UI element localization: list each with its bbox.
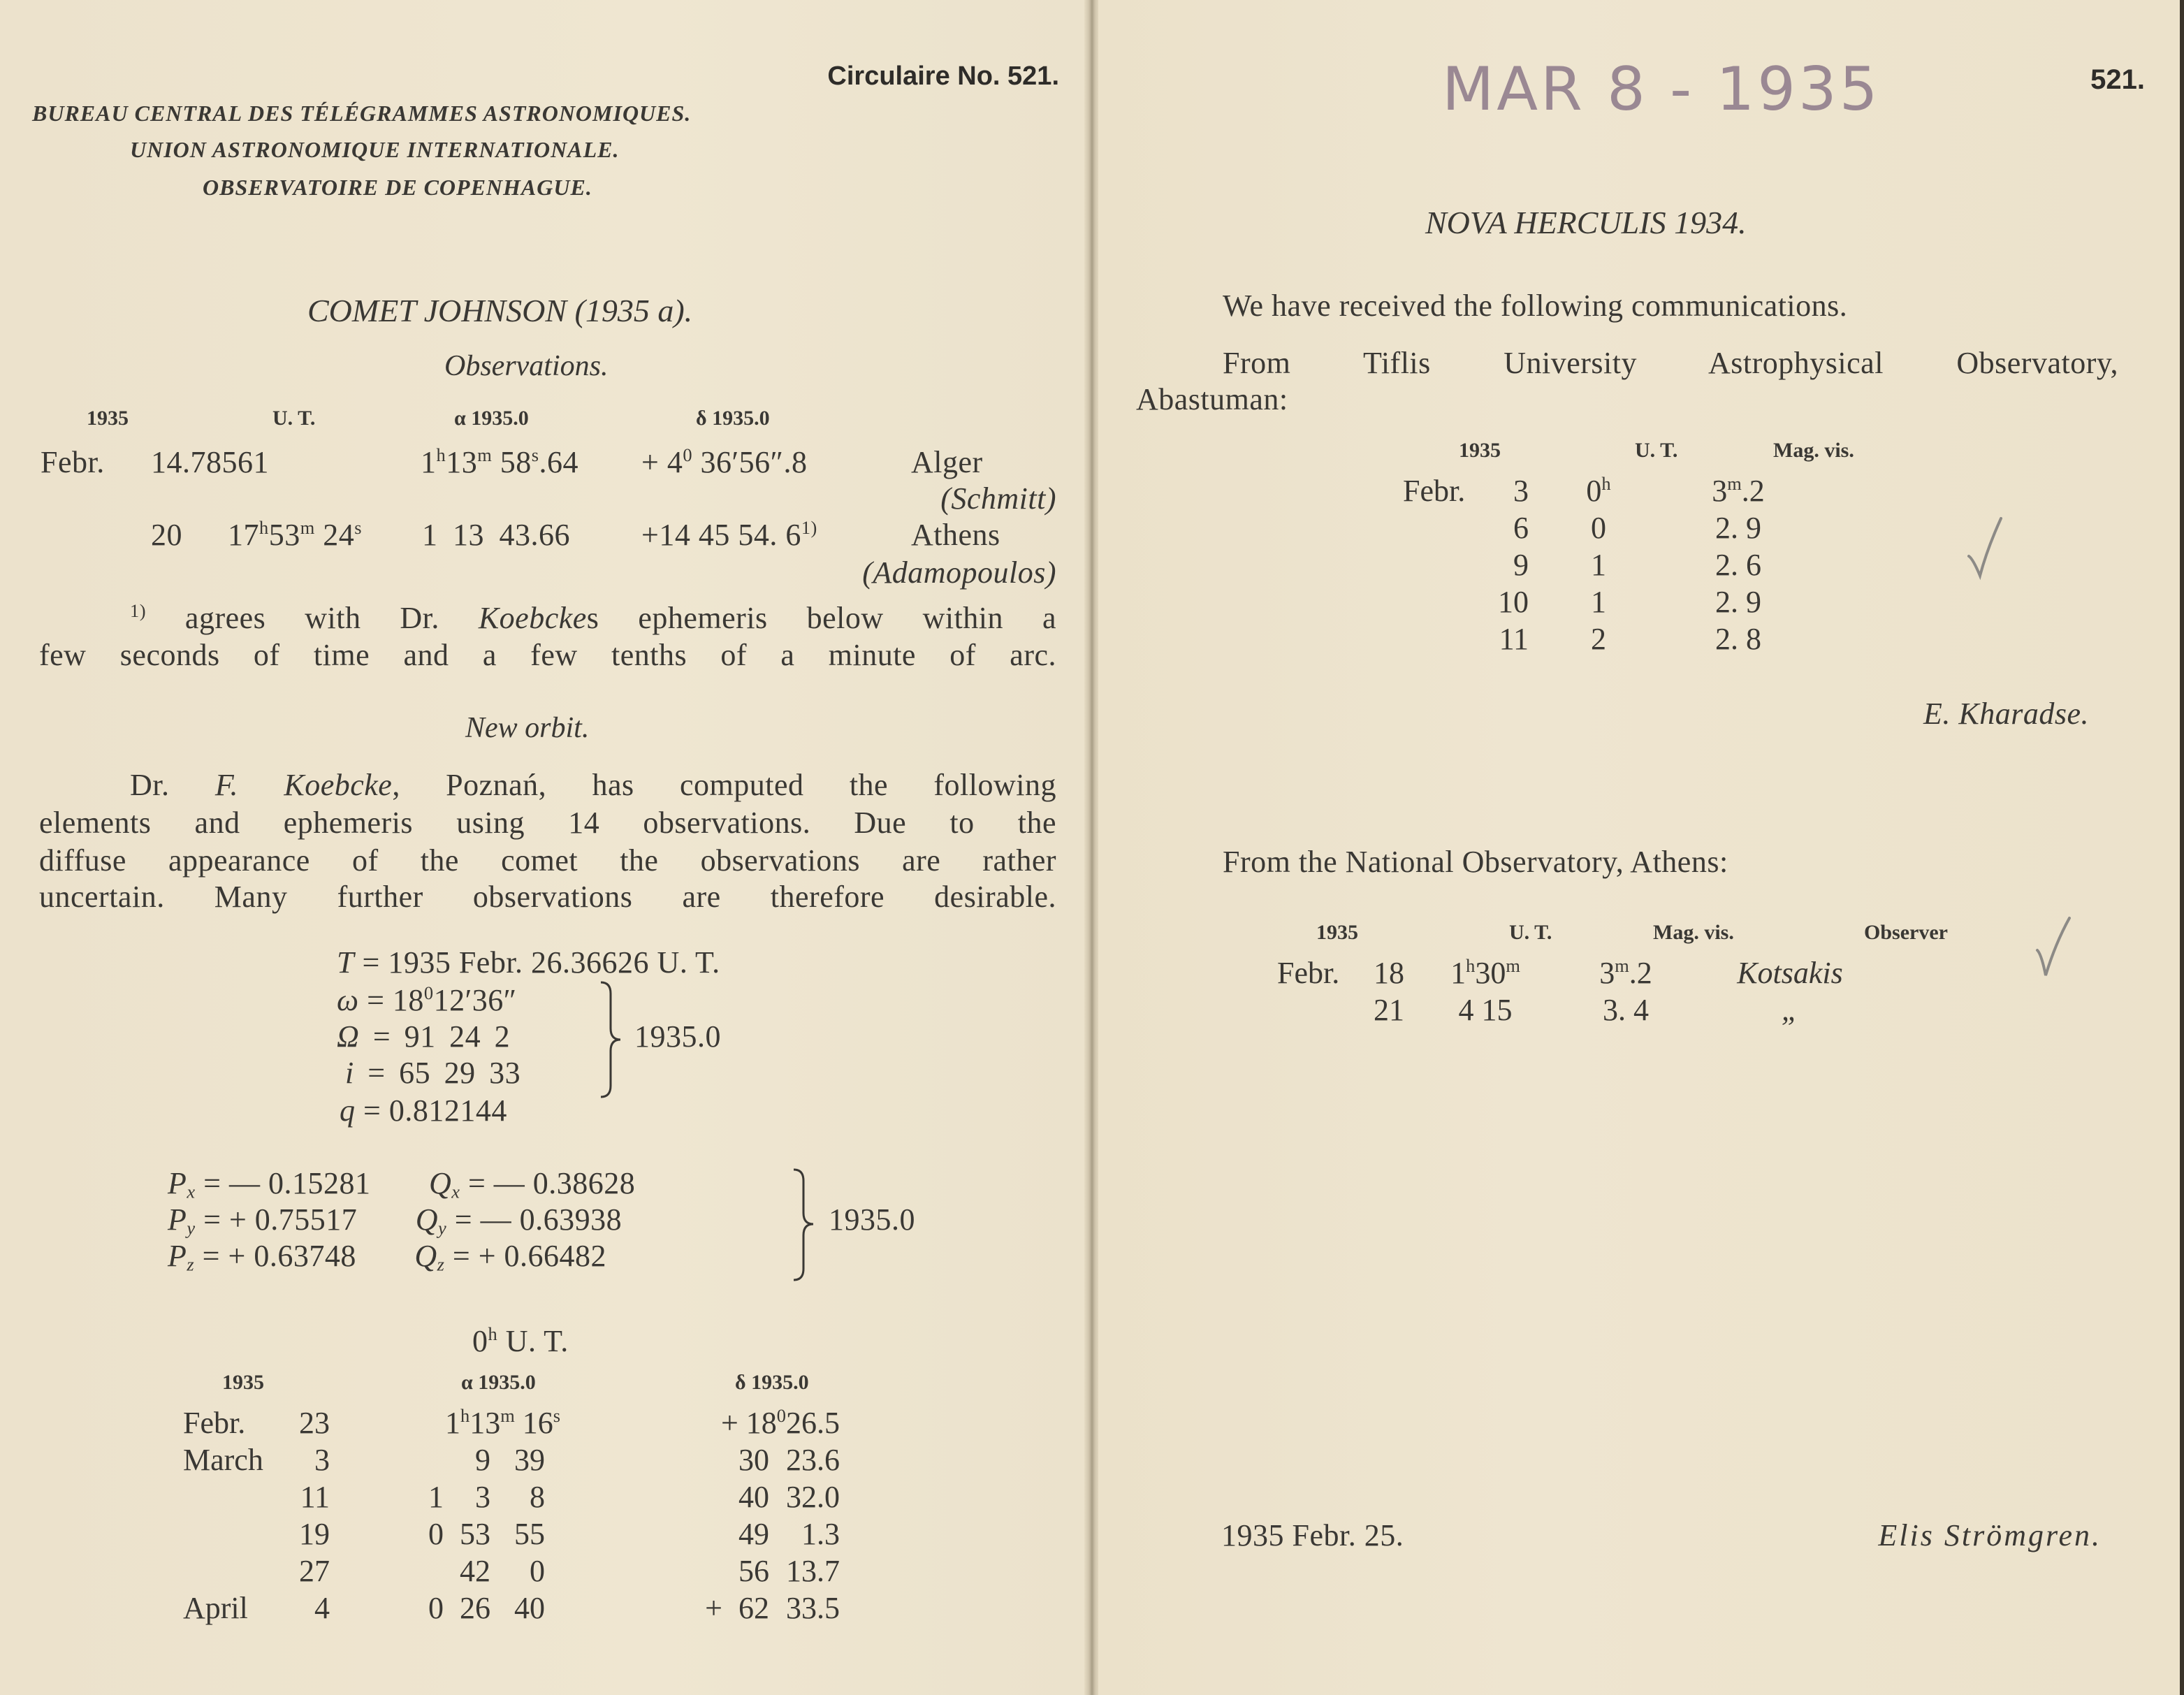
elements-equinox: 1935.0: [634, 1019, 721, 1054]
eph-col-year: 1935: [222, 1371, 264, 1394]
athens-table: [1277, 954, 1895, 1028]
athens-month: [1277, 991, 1365, 1028]
eph-dec: + 62 33.5: [705, 1591, 840, 1625]
tiflis-month: [1403, 509, 1487, 546]
athens-observer: Kotsakis: [1737, 956, 1843, 990]
athens-day: 18: [1374, 956, 1404, 990]
eph-col-ra: α 1935.0: [461, 1371, 536, 1394]
obs-row2-dec: +14 45 54. 6$^{1)}$: [641, 517, 817, 552]
tiflis-col-ut: U. T.: [1635, 439, 1678, 462]
observations-heading: Observations.: [444, 350, 609, 382]
eph-month: March: [183, 1443, 263, 1477]
athens-col-observer: Observer: [1864, 921, 1948, 944]
check-mark-icon: [1966, 514, 2008, 584]
tiflis-day: 9: [1513, 548, 1529, 582]
obs-col-dec: δ 1935.0: [696, 407, 770, 430]
eph-ra: 1 3 8: [428, 1480, 545, 1514]
tiflis-month: [1403, 546, 1487, 583]
athens-month: Febr.: [1277, 956, 1340, 990]
eph-col-dec: δ 1935.0: [735, 1371, 809, 1394]
obs-row2-ut: 17$^h$53$^m$ 24$^s$: [228, 517, 363, 552]
tiflis-row: [1403, 546, 1808, 583]
page-number: 521.: [2090, 64, 2145, 95]
header-line-union: UNION ASTRONOMIQUE INTERNATIONALE.: [130, 137, 620, 162]
tiflis-ut: 0: [1591, 511, 1606, 545]
author-name: F. Koebcke: [214, 768, 393, 802]
ephemeris-table: [183, 1404, 840, 1627]
tiflis-row: [1403, 472, 1808, 509]
athens-ut: 1$^h$30$^m$: [1450, 955, 1520, 990]
eph-ra: 0 53 55: [428, 1517, 545, 1551]
footnote-marker: 1): [130, 600, 146, 622]
obs-row2-ra: 1 13 43.66: [422, 518, 570, 552]
tiflis-day: 6: [1513, 511, 1529, 545]
tiflis-col-year: 1935: [1459, 439, 1501, 462]
eph-day: 23: [299, 1406, 330, 1440]
tiflis-table: [1403, 472, 1808, 657]
tiflis-row: [1403, 509, 1808, 546]
athens-mag: 3$^m$.2: [1599, 955, 1652, 990]
tiflis-from-line2: Abastuman:: [1136, 382, 1288, 416]
comet-title: COMET JOHNSON (1935 a).: [307, 293, 693, 328]
ephemeris-row: [183, 1404, 840, 1441]
eph-day: 19: [299, 1517, 330, 1551]
athens-col-year: 1935: [1316, 921, 1358, 944]
director-signature: Elis Strömgren.: [1878, 1518, 2102, 1552]
ephemeris-row: [183, 1552, 840, 1589]
element-Omega: Ω = 91 24 2: [337, 1019, 511, 1054]
tiflis-mag: 2. 6: [1715, 548, 1761, 582]
athens-ut: 4 15: [1458, 993, 1513, 1027]
vector-row-x: $P_x$ = — 0.15281 $Q_x$ = — 0.38628: [168, 1166, 636, 1202]
vectors-brace-icon: [791, 1167, 819, 1283]
tiflis-month: [1403, 583, 1487, 620]
tiflis-ut: 0$^h$: [1586, 473, 1611, 508]
orbit-para-line2: elements and ephemeris using 14 observations. Due to the: [39, 806, 1056, 840]
tiflis-day: 10: [1498, 585, 1529, 619]
tiflis-mag: 2. 8: [1715, 622, 1761, 656]
eph-ra: 9 39: [475, 1443, 545, 1477]
orbit-para-line4: uncertain. Many further observations are therefore desirable.: [39, 880, 1056, 914]
circular-number: Circulaire No. 521.: [827, 61, 1059, 91]
tiflis-col-mag: Mag. vis.: [1773, 439, 1854, 462]
tiflis-mag: 2. 9: [1715, 585, 1761, 619]
tiflis-mag: 3$^m$.2: [1712, 473, 1765, 508]
tiflis-signature: E. Kharadse.: [1923, 697, 2089, 731]
tiflis-ut: 1: [1591, 548, 1606, 582]
vector-row-y: $P_y$ = + 0.75517 $Q_y$ = — 0.63938: [168, 1202, 623, 1239]
vector-row-z: $P_z$ = + 0.63748 $Q_z$ = + 0.66482: [168, 1239, 607, 1275]
eph-day: 11: [300, 1480, 330, 1514]
athens-observer: „: [1781, 993, 1799, 1027]
eph-dec: 49 1.3: [738, 1517, 840, 1551]
obs-col-ut: U. T.: [272, 407, 316, 430]
eph-dec: 30 23.6: [738, 1443, 840, 1477]
new-orbit-heading: New orbit.: [465, 712, 590, 744]
left-page: [0, 0, 1087, 1695]
ephemeris-row: [183, 1478, 840, 1515]
obs-row1-month: Febr.: [41, 445, 105, 479]
element-i: i = 65 29 33: [345, 1056, 521, 1090]
footnote-paragraph: $^{1)}$ agrees with Dr. Koebckes ephemeris below within a: [130, 600, 1056, 635]
tiflis-row: [1403, 620, 1808, 657]
tiflis-mag: 2. 9: [1715, 511, 1761, 545]
orbit-para-line1: Dr. F. Koebcke, Poznań, has computed the following: [130, 768, 1057, 802]
footnote-line2: few seconds of time and a few tenths of a minute of arc.: [39, 638, 1056, 672]
eph-dec: + $18^026.5$: [720, 1405, 840, 1440]
obs-row1-ra: 1$^h$13$^m$ 58$^s$.64: [421, 444, 579, 479]
tiflis-ut: 1: [1591, 585, 1606, 619]
eph-day: 27: [299, 1554, 330, 1588]
eph-ra: 1$^h$13$^m$ 16$^s$: [444, 1405, 560, 1440]
ephemeris-row: [183, 1441, 840, 1478]
eph-month: [183, 1515, 288, 1552]
orbit-para-line3: diffuse appearance of the comet the observations are rather: [39, 843, 1056, 878]
nova-title: NOVA HERCULIS 1934.: [1425, 205, 1747, 240]
eph-month: April: [183, 1591, 248, 1625]
ephemeris-row: [183, 1515, 840, 1552]
header-line-observatory: OBSERVATOIRE DE COPENHAGUE.: [203, 175, 592, 200]
tiflis-day: 11: [1499, 622, 1529, 656]
received-stamp: MAR 8 - 1935: [1442, 54, 1881, 124]
tiflis-ut: 2: [1591, 622, 1606, 656]
obs-row1-dec: + $4^0$ 36′56″.8: [641, 444, 808, 479]
eph-month: [183, 1478, 288, 1515]
eph-day: 4: [314, 1591, 330, 1625]
obs-col-ra: α 1935.0: [454, 407, 529, 430]
athens-row: [1277, 991, 1895, 1028]
athens-day: 21: [1374, 993, 1404, 1027]
obs-row1-day: 14.78561: [151, 445, 269, 479]
athens-col-mag: Mag. vis.: [1653, 921, 1734, 944]
eph-dec: 56 13.7: [738, 1554, 840, 1588]
athens-row: [1277, 954, 1895, 991]
eph-ra: 0 26 40: [428, 1591, 545, 1625]
obs-row2-place: Athens: [911, 518, 1000, 552]
vectors-equinox: 1935.0: [829, 1202, 915, 1237]
athens-mag: 3. 4: [1603, 993, 1649, 1027]
tiflis-row: [1403, 583, 1808, 620]
intro-text: We have received the following communications.: [1223, 289, 1848, 323]
element-q: q = 0.812144: [340, 1093, 507, 1128]
eph-month: Febr.: [183, 1406, 246, 1440]
page-fold: [1084, 0, 1100, 1695]
eph-dec: 40 32.0: [738, 1480, 840, 1514]
check-mark-icon: [2033, 915, 2075, 985]
ephemeris-heading: 0$^h$ U. T.: [472, 1323, 569, 1358]
header-line-bureau: BUREAU CENTRAL DES TÉLÉGRAMMES ASTRONOMIQUES.: [32, 101, 692, 126]
obs-row1-place: Alger: [911, 445, 983, 479]
element-T: T = 1935 Febr. 26.36626 U. T.: [337, 945, 720, 980]
eph-ra: 42 0: [460, 1554, 545, 1588]
obs-row2-day: 20: [151, 518, 182, 552]
eph-month: [183, 1552, 288, 1589]
athens-col-ut: U. T.: [1509, 921, 1552, 944]
tiflis-month: [1403, 620, 1487, 657]
elements-brace-icon: [598, 980, 626, 1100]
athens-from-line: From the National Observatory, Athens:: [1223, 845, 1728, 879]
eph-day: 3: [314, 1443, 330, 1477]
tiflis-month: Febr.: [1403, 474, 1466, 508]
obs-col-year: 1935: [87, 407, 129, 430]
obs-row1-observer: (Schmitt): [940, 481, 1056, 516]
right-page: [1098, 0, 2184, 1695]
obs-row2-observer: (Adamopoulos): [862, 555, 1056, 590]
tiflis-from-line1: From Tiflis University Astrophysical Observatory,: [1223, 346, 2118, 380]
date-line: 1935 Febr. 25.: [1221, 1518, 1404, 1552]
tiflis-day: 3: [1513, 474, 1529, 508]
ephemeris-row: [183, 1589, 840, 1627]
element-omega: $\omega = 18^012'36''$: [337, 982, 517, 1017]
